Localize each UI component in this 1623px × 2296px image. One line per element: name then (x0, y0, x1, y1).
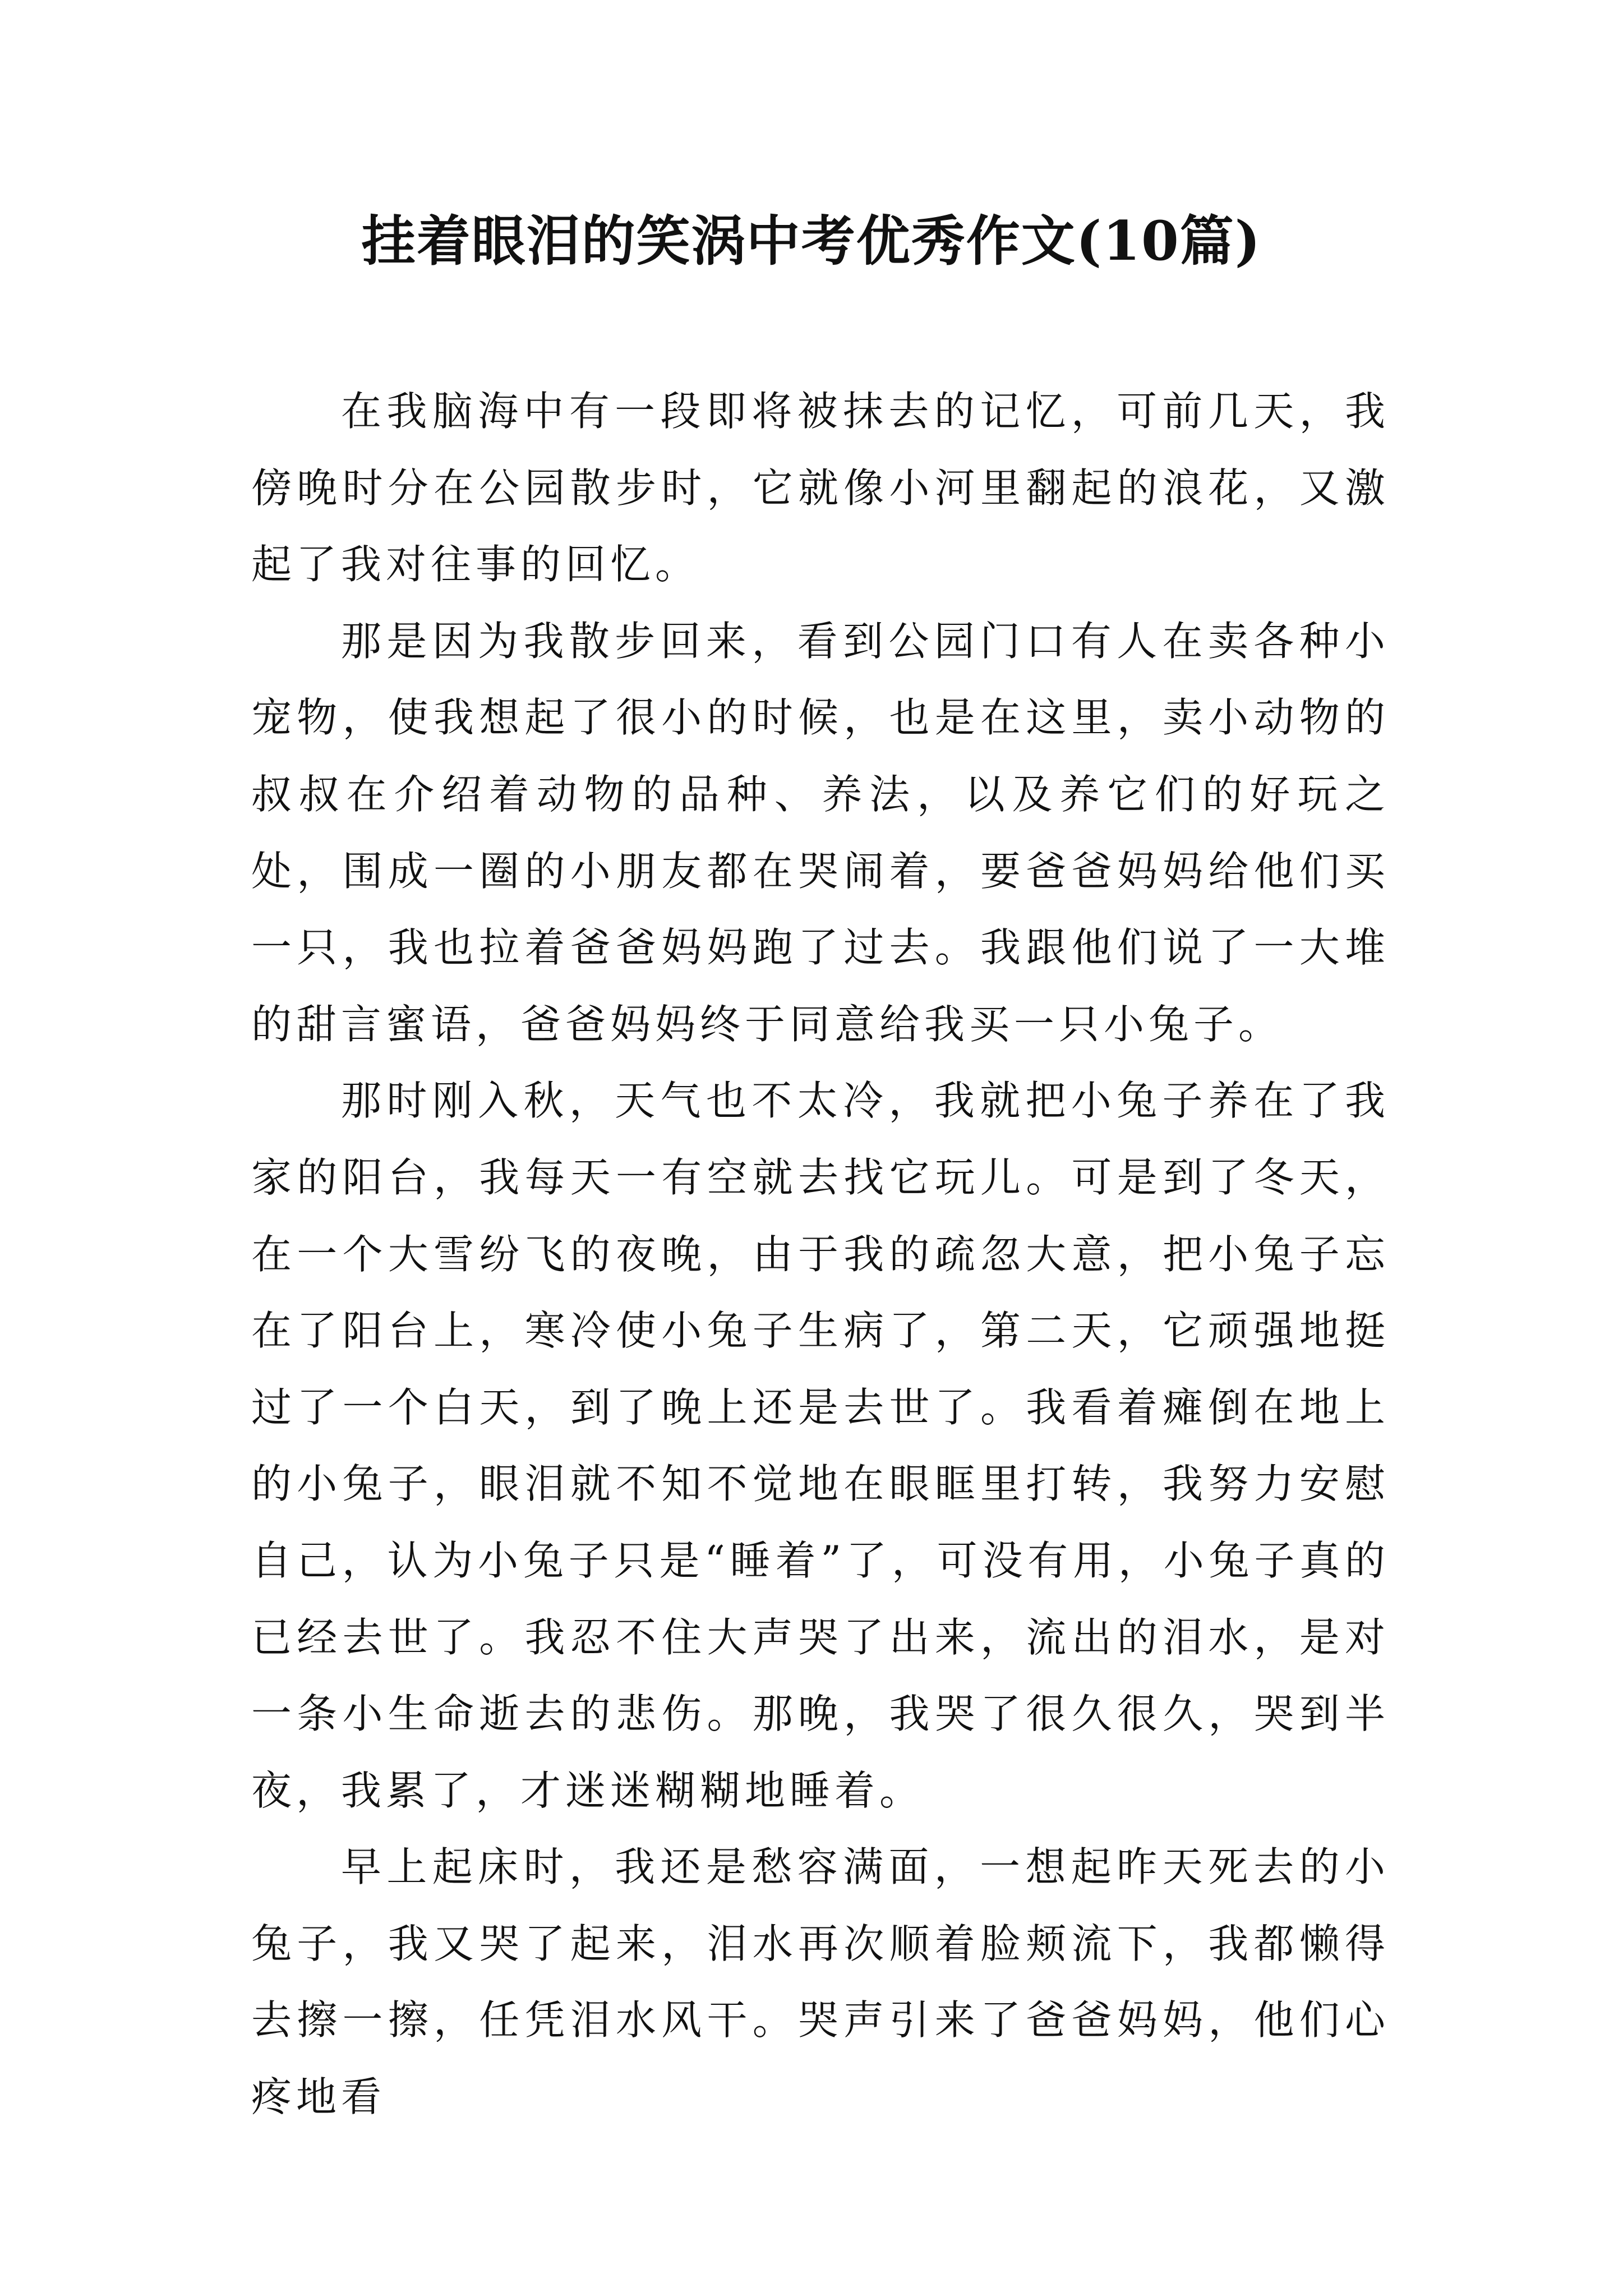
document-body (251, 373, 1390, 2136)
paragraph-1: 在我脑海中有一段即将被抹去的记忆，可前几天，我傍晚时分在公园散步时，它就像小河里翻起的浪花，又激起了我对往事的回忆。 (251, 388, 1390, 588)
paragraph-3: 那时刚入秋，天气也不太冷，我就把小兔子养在了我家的阳台，我每天一有空就去找它玩儿。可是到了冬天，在一个大雪纷飞的夜晚，由于我的疏忽大意，把小兔子忘在了阳台上，寒冷使小兔子生病了，第二天，它顽强地挺过了一个白天，到了晚上还是去世了。我看着瘫倒在地上的小兔子，眼泪就不知不觉地在眼眶里打转，我努力安慰自己，认为小兔子只是“睡着”了，可没有用，小兔子真的已经去世了。我忍不住大声哭了出来，流出的泪水，是对一条小生命逝去的悲伤。那晚，我哭了很久很久，哭到半夜，我累了，才迷迷糊糊地睡着。 (251, 1077, 1390, 1814)
paragraph-2: 那是因为我散步回来，看到公园门口有人在卖各种小宠物，使我想起了很小的时候，也是在这里，卖小动物的叔叔在介绍着动物的品种、养法，以及养它们的好玩之处，围成一圈的小朋友都在哭闹着，要爸爸妈妈给他们买一只，我也拉着爸爸妈妈跑了过去。我跟他们说了一大堆的甜言蜜语，爸爸妈妈终于同意给我买一只小兔子。 (251, 617, 1390, 1048)
document-title: 挂着眼泪的笑涡中考优秀作文(10篇) (361, 209, 1262, 273)
paragraph-4: 早上起床时，我还是愁容满面，一想起昨天死去的小兔子，我又哭了起来，泪水再次顺着脸颊流下，我都懒得去擦一擦，任凭泪水风干。哭声引来了爸爸妈妈，他们心疼地看 (251, 1843, 1390, 2121)
